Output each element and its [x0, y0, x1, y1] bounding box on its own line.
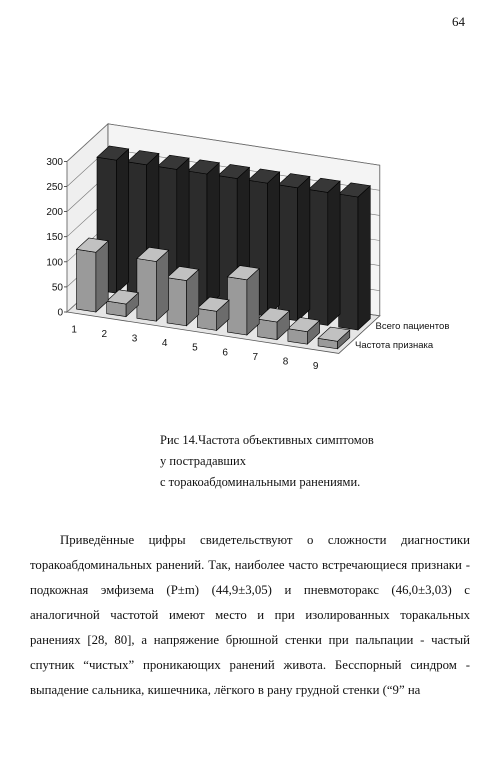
series-label: Частота признака: [355, 340, 434, 351]
y-tick-label: 250: [46, 182, 63, 193]
bar-sign-3-side: [156, 250, 168, 321]
bar-total-7: [278, 174, 310, 321]
bar-total-9-front: [339, 194, 358, 330]
bar-total-8-front: [308, 189, 327, 325]
bar-sign-5-front: [197, 308, 216, 330]
bar-sign-7-front: [258, 319, 277, 340]
caption-line-1: Рис 14.Частота объективных симптомов: [160, 433, 374, 447]
bar-sign-1: [77, 238, 109, 312]
y-tick-label: 50: [51, 282, 63, 294]
bar-total-1-side: [116, 149, 128, 293]
x-tick-label: 2: [101, 328, 108, 340]
x-tick-label: 8: [282, 356, 289, 368]
bar-total-9-side: [358, 186, 370, 330]
x-tick-label: 6: [222, 347, 228, 359]
series-label: Всего пациентов: [375, 321, 450, 333]
body-paragraph: Приведённые цифры свидетельствуют о сложности диагностики торакоабдоминальных ранений. Так, наиболее часто встречающиеся признаки - подкожная эмфизема (P±m) (44,9±3,05) и пневмоторакс (46,0±3,03) с аналогичной частотой имеют место и при изолированных торакальных ранениях [28, 80], а напряжение брюшной стенки при пальпации - частый спутник “чистых” проникающих ранений живота. Бесспорный синдром - выпадение сальника, кишечника, лёгкого в рану грудной стенки (“9” на: [30, 533, 470, 697]
x-tick-label: 7: [252, 351, 259, 363]
bar-sign-1-front: [77, 249, 96, 312]
y-tick-label: 300: [46, 156, 63, 168]
caption-line-3: с торакоабдоминальными ранениями.: [160, 475, 361, 489]
bar-total-9: [339, 183, 371, 330]
x-tick-label: 1: [71, 324, 77, 336]
bar-total-7-side: [298, 177, 310, 321]
y-tick-label: 0: [57, 307, 63, 319]
bar-total-7-front: [278, 185, 297, 321]
x-tick-label: 3: [131, 333, 138, 345]
y-axis-labels: [46, 157, 63, 319]
bar-total-4-side: [207, 163, 219, 307]
y-tick-label: 150: [46, 232, 63, 244]
x-tick-label: 4: [161, 338, 168, 350]
bar-sign-3: [137, 247, 169, 321]
bar-sign-1-side: [96, 241, 108, 312]
figure-caption: [160, 430, 374, 493]
caption-line-2: у пострадавших: [160, 454, 246, 468]
bar-sign-4-front: [167, 278, 186, 326]
body-text: [30, 528, 470, 703]
page-number: 64: [452, 14, 465, 29]
bar-total-8: [308, 178, 340, 325]
y-tick-label: 200: [46, 207, 63, 219]
bar-sign-6-front: [228, 277, 247, 335]
bar-sign-4: [167, 266, 199, 325]
bar-sign-3-front: [137, 259, 156, 322]
bar-sign-6: [228, 266, 260, 335]
bar-total-8-side: [328, 181, 340, 325]
x-tick-label: 5: [192, 342, 198, 354]
y-tick-label: 100: [46, 257, 63, 269]
x-tick-label: 9: [312, 361, 319, 373]
bar-total-6-side: [267, 172, 279, 316]
